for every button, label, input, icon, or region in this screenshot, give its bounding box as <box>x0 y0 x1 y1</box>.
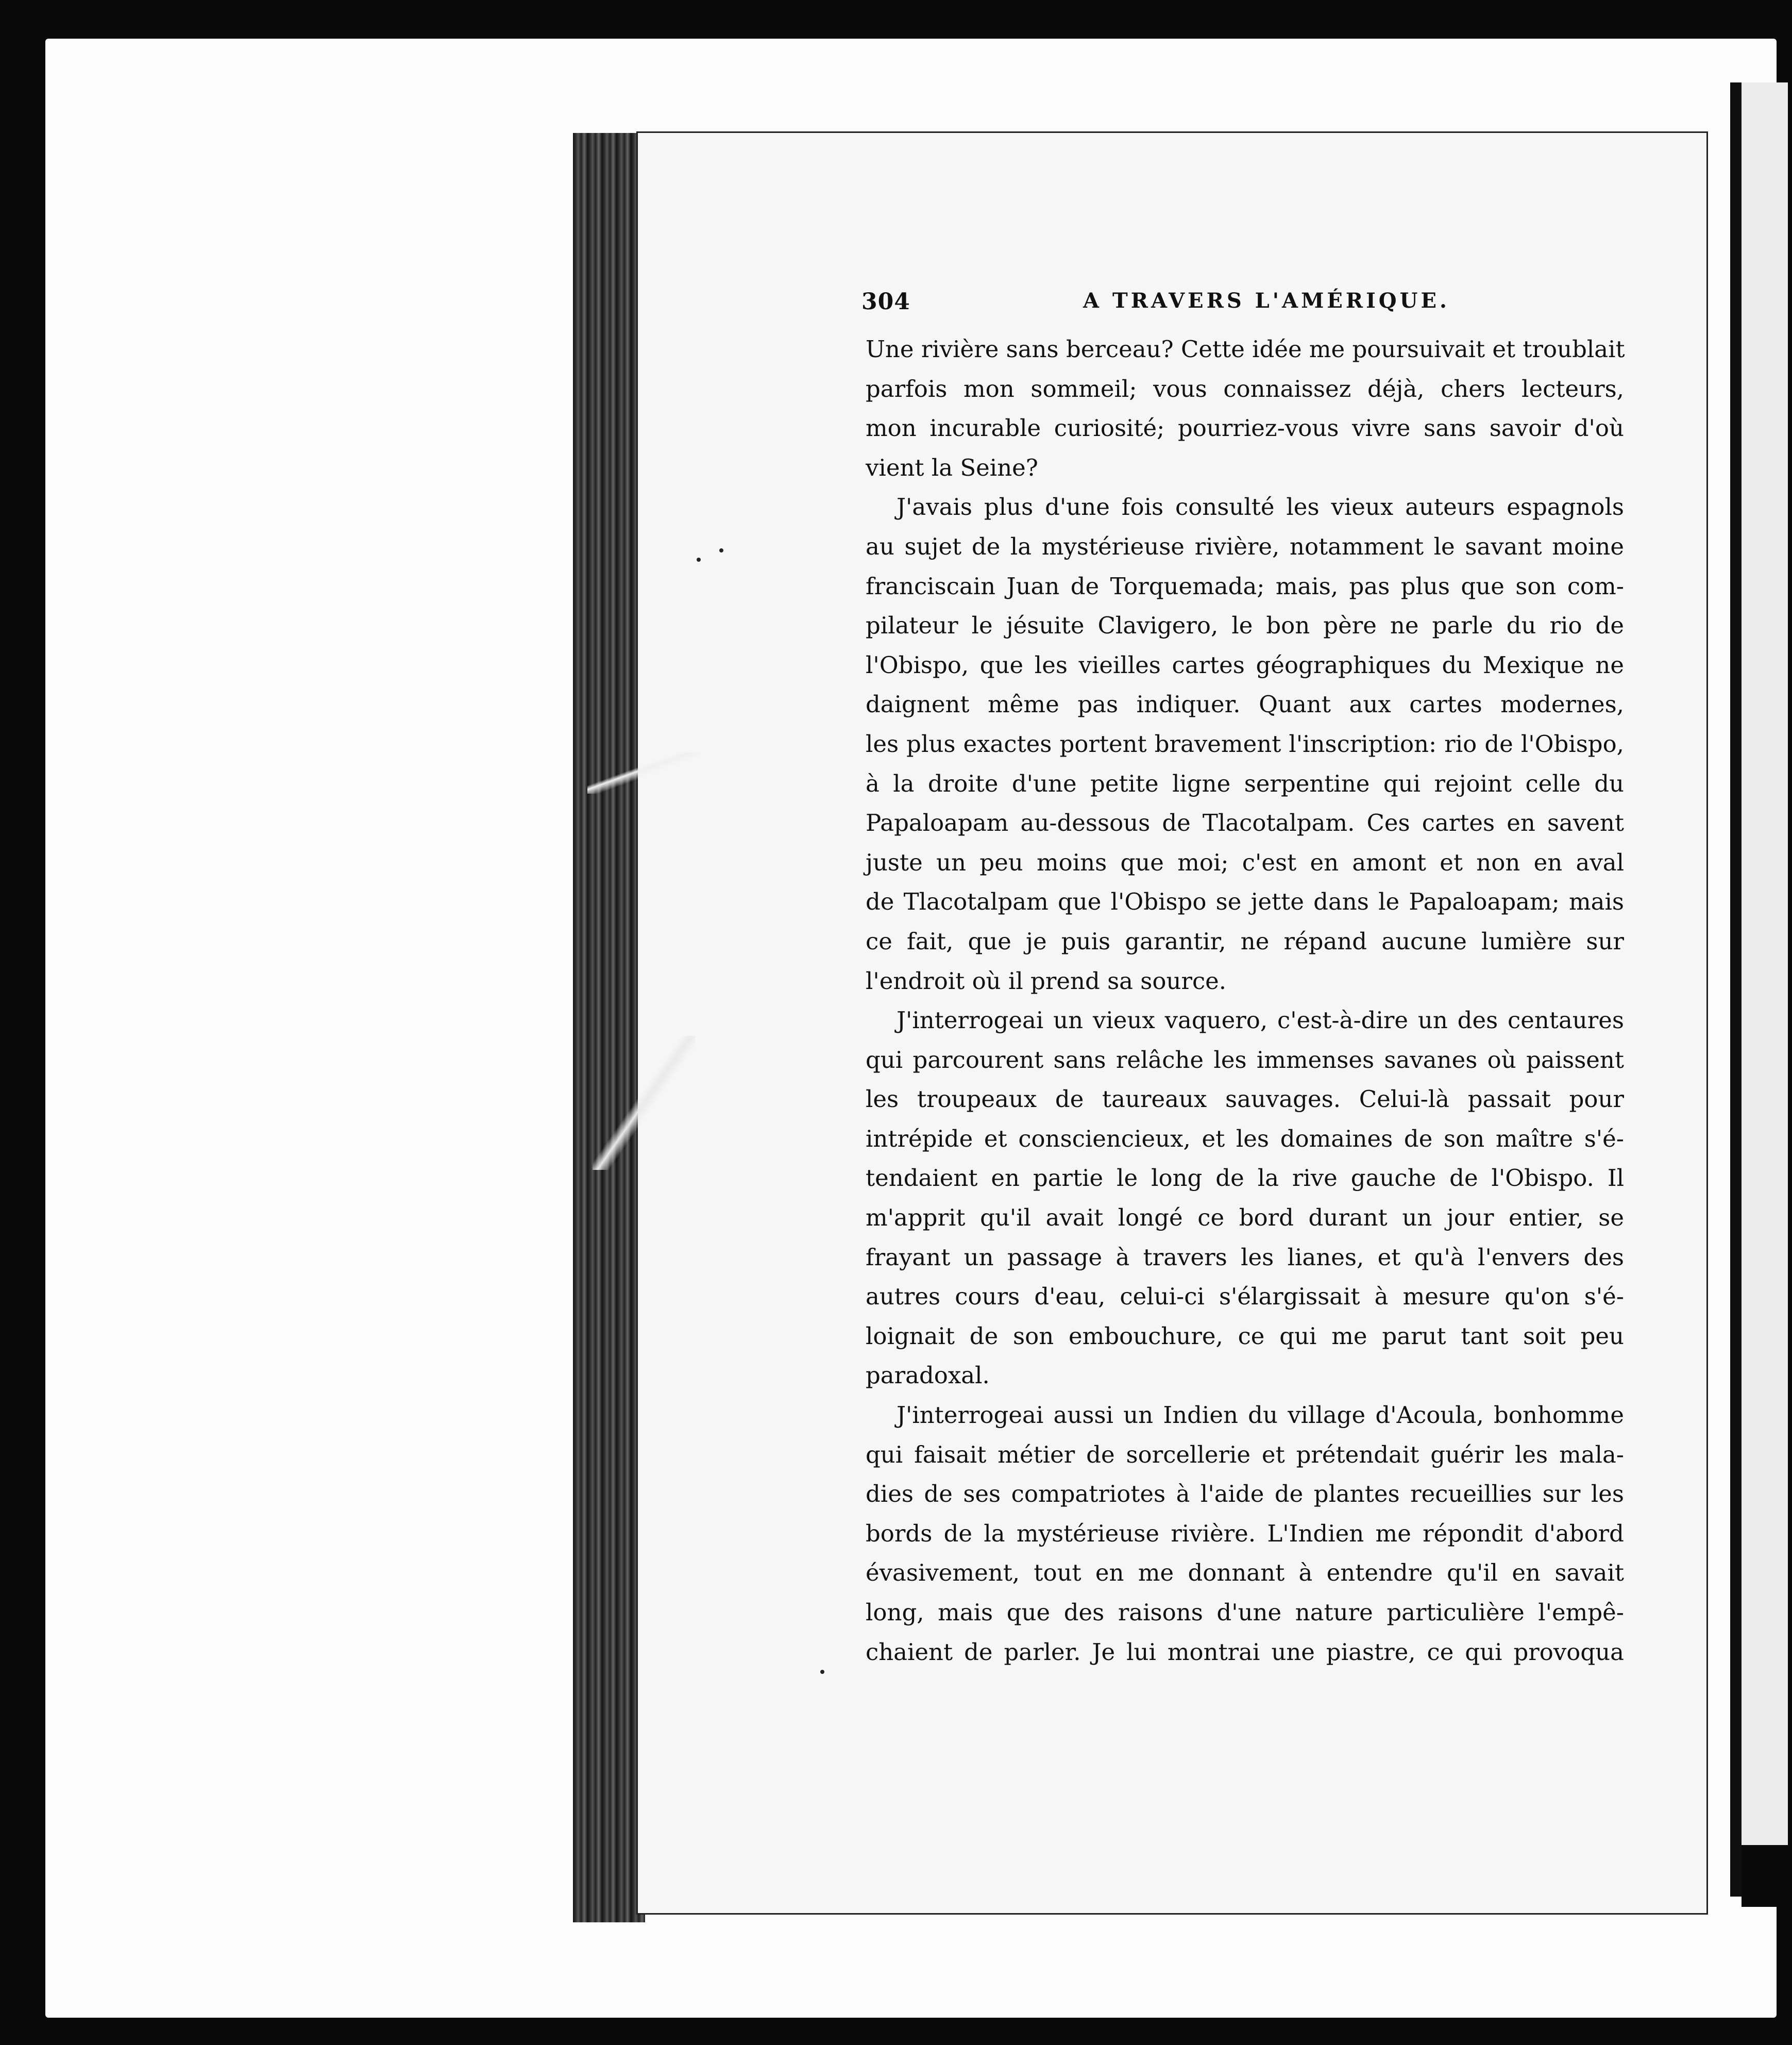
text-line: ce fait, que je puis garantir, ne répand aucune lumière sur <box>866 927 1624 955</box>
text-line: qui faisait métier de sorcellerie et prétendait guérir les mala- <box>866 1440 1624 1468</box>
text-line: à la droite d'une petite ligne serpentine qui rejoint celle du <box>866 769 1624 797</box>
text-line: J'interrogeai aussi un Indien du village d'Acoula, bonhomme <box>897 1401 1624 1429</box>
running-title: A TRAVERS L'AMÉRIQUE. <box>1083 289 1450 313</box>
text-line: au sujet de la mystérieuse rivière, notamment le savant moine <box>866 532 1624 560</box>
text-line: franciscain Juan de Torquemada; mais, pas plus que son com- <box>866 572 1624 600</box>
text-line: pilateur le jésuite Clavigero, le bon père ne parle du rio de <box>866 612 1624 640</box>
text-line: bords de la mystérieuse rivière. L'Indien me répondit d'abord <box>866 1519 1624 1547</box>
scan-speck <box>719 548 723 552</box>
text-line: qui parcourent sans relâche les immenses savanes où paissent <box>866 1046 1624 1074</box>
text-line: J'interrogeai un vieux vaquero, c'est-à-dire un des centaures <box>897 1007 1624 1034</box>
text-line: l'endroit où il prend sa source. <box>866 967 1227 995</box>
text-line: loignait de son embouchure, ce qui me parut tant soit peu <box>866 1322 1624 1350</box>
scan-speck <box>697 558 701 562</box>
page-crease <box>587 752 701 794</box>
text-line: paradoxal. <box>866 1362 990 1389</box>
text-line: long, mais que des raisons d'une nature particulière l'empê- <box>866 1599 1624 1626</box>
text-line: Papaloapam au-dessous de Tlacotalpam. Ces cartes en savent <box>866 809 1624 837</box>
text-line: m'apprit qu'il avait longé ce bord durant un jour entier, se <box>866 1204 1624 1232</box>
text-line: dies de ses compatriotes à l'aide de plantes recueillies sur les <box>866 1480 1624 1508</box>
page-crease <box>593 1036 696 1170</box>
text-line: tendaient en partie le long de la rive gauche de l'Obispo. Il <box>866 1164 1624 1192</box>
text-line: autres cours d'eau, celui-ci s'élargissait à mesure qu'on s'é- <box>866 1283 1624 1311</box>
text-line: Une rivière sans berceau? Cette idée me poursuivait et troublait <box>866 336 1625 363</box>
text-line: les plus exactes portent bravement l'inscription: rio de l'Obispo, <box>866 730 1624 758</box>
text-line: l'Obispo, que les vieilles cartes géographiques du Mexique ne <box>866 651 1624 679</box>
text-line: parfois mon sommeil; vous connaissez déjà, chers lecteurs, <box>866 375 1624 403</box>
text-line: les troupeaux de taureaux sauvages. Celui-là passait pour <box>866 1085 1624 1113</box>
text-line: J'avais plus d'une fois consulté les vieux auteurs espagnols <box>897 493 1624 521</box>
text-line: de Tlacotalpam que l'Obispo se jette dans le Papaloapam; mais <box>866 888 1624 916</box>
text-line: évasivement, tout en me donnant à entendre qu'il en savait <box>866 1559 1624 1587</box>
scan-corner-shadow <box>1742 1845 1792 1907</box>
book-right-edge <box>1730 82 1788 1897</box>
book-page-edges <box>573 133 645 1922</box>
text-line: frayant un passage à travers les lianes, et qu'à l'envers des <box>866 1243 1624 1271</box>
page-header <box>861 289 1624 320</box>
text-line: vient la Seine? <box>866 454 1038 481</box>
body-text <box>866 330 1624 1672</box>
page-number: 304 <box>861 289 910 315</box>
scan-speck <box>820 1670 824 1674</box>
text-line: juste un peu moins que moi; c'est en amont et non en aval <box>866 848 1624 876</box>
text-line: chaient de parler. Je lui montrai une piastre, ce qui provoqua <box>866 1638 1624 1666</box>
text-line: intrépide et consciencieux, et les domaines de son maître s'é- <box>866 1125 1624 1152</box>
text-line: daignent même pas indiquer. Quant aux cartes modernes, <box>866 691 1624 718</box>
text-line: mon incurable curiosité; pourriez-vous vivre sans savoir d'où <box>866 414 1624 442</box>
